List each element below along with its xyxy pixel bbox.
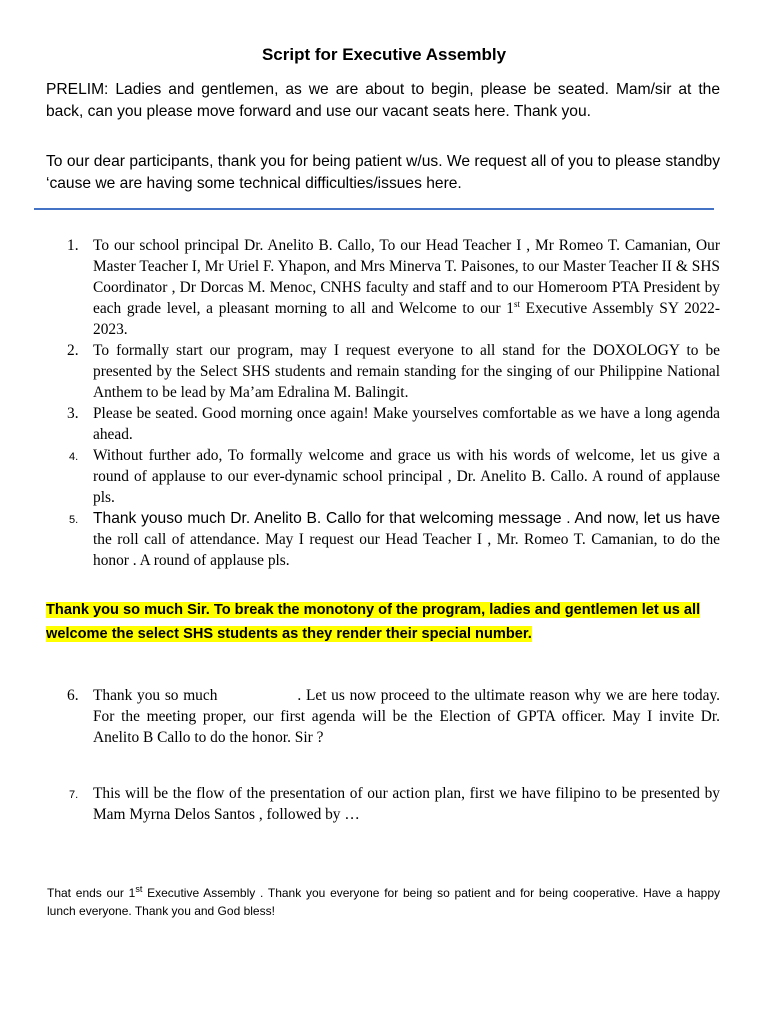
list-item (67, 403, 720, 445)
document-title: Script for Executive Assembly (261, 45, 507, 64)
list-item-text: Executive Assembly SY 2022-2023. (93, 300, 720, 338)
closing-text: Executive Assembly . Thank you everyone for being so patient and for being cooperative. Have a happy lunch everyone. Thank you and God bless! (47, 886, 720, 918)
list-item-text: This will be the flow of the presentation of our action plan, first we have filipino to be presented by Mam Myrna Delos Santos , followed by … (93, 785, 720, 823)
ordinal-suffix: st (513, 298, 520, 309)
highlighted-text: Thank you so much Sir. To break the monotony of the program, ladies and gentlemen let us all welcome the select SHS students as they render their special number. (46, 602, 701, 642)
closing-text: That ends our 1 (47, 886, 136, 900)
list-item-text: the roll call of attendance. May I request our Head Teacher I , Mr. Romeo T. Camanian, to do the honor . A round of applause pls. (93, 531, 720, 569)
prelim-paragraph: PRELIM: Ladies and gentlemen, as we are about to begin, please be seated. Mam/sir at the back, can you please move forward and use our vacant seats here. Thank you. (46, 81, 720, 120)
section-divider (34, 208, 714, 210)
list-item (67, 235, 720, 340)
list-item-text: To formally start our program, may I request everyone to all stand for the DOXOLOGY to be presented by the Select SHS students and remain standing for the singing of our Philippine National Anthem to be lead by Ma’am Edralina M. Balingit. (93, 342, 720, 401)
list-item (69, 445, 720, 508)
list-item-text: Without further ado, To formally welcome and grace us with his words of welcome, let us give a round of applause to our ever-dynamic school principal , Dr. Anelito B. Callo. A round of applause pls. (93, 447, 720, 506)
list-item-number: 7. (69, 789, 79, 801)
list-item (69, 783, 720, 825)
highlighted-note (46, 598, 722, 646)
list-item-text: . Let us now proceed to the ultimate reason why we are here today. For the meeting proper, our first agenda will be the Election of GPTA officer. May I invite Dr. Anelito B Callo to do the honor. Sir ? (93, 687, 720, 746)
participants-paragraph: To our dear participants, thank you for being patient w/us. We request all of you to please standby ‘cause we are having some technical difficulties/issues here. (46, 153, 720, 192)
list-item-text: Thank you so much (93, 687, 218, 704)
list-item-text: Please be seated. Good morning once again! Make yourselves comfortable as we have a long agenda ahead. (93, 405, 720, 443)
list-item-number: 4. (69, 451, 79, 463)
list-item-number: 5. (69, 514, 79, 526)
list-item-text: To our school principal Dr. Anelito B. Callo, To our Head Teacher I , Mr Romeo T. Camanian, Our Master Teacher I, Mr Uriel F. Yhapon, and Mrs Minerva T. Paisones, to our Master Teacher II & SHS Coordinator , Dr Dorcas M. Menoc, CNHS faculty and staff and to our Homeroom PTA President by each grade level, a pleasant morning to all and Welcome to our 1 (93, 237, 720, 317)
list-item (69, 508, 720, 571)
list-item-number: 6. (67, 687, 79, 704)
closing-paragraph (47, 884, 720, 920)
list-item-number: 3. (67, 405, 79, 422)
ordinal-suffix: st (135, 884, 143, 894)
list-item-text: Thank youso much Dr. Anelito B. Callo for that welcoming message . And now, let us have (93, 510, 720, 527)
list-item-number: 1. (67, 237, 79, 254)
list-item (67, 685, 720, 748)
list-item (67, 340, 720, 403)
list-item-number: 2. (67, 342, 79, 359)
